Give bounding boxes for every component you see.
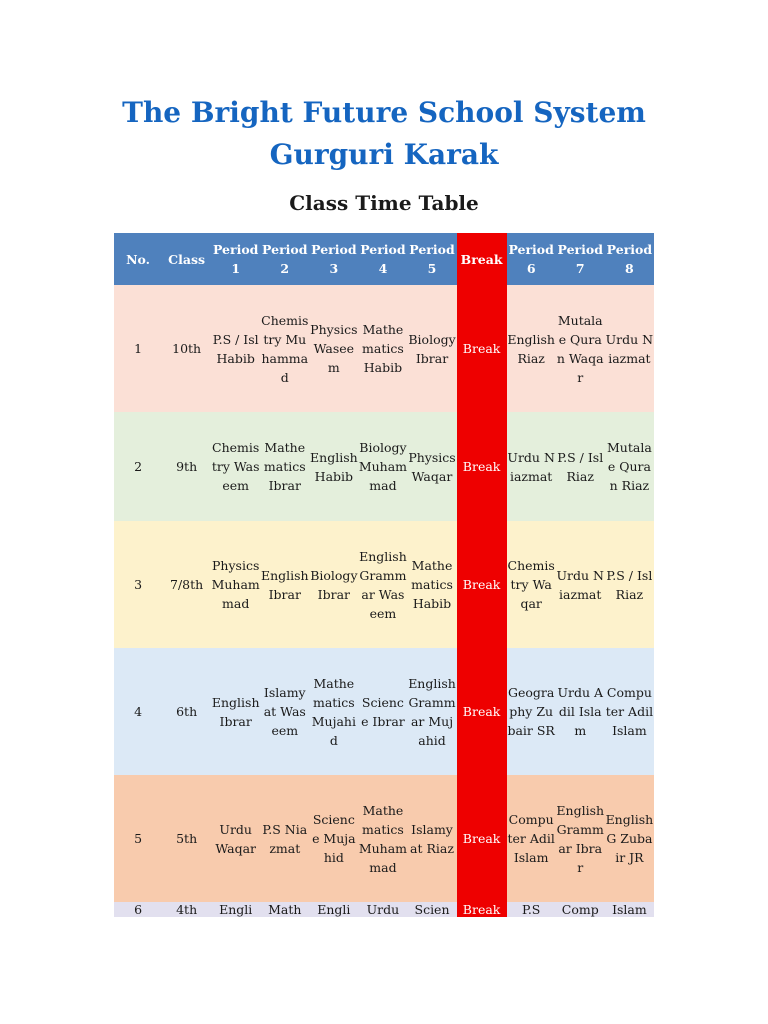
table-cell: Geography Zubair SR (507, 648, 556, 775)
table-cell: Biology Muhammad (358, 412, 407, 521)
table-cell: P.S / Isl Riaz (556, 412, 605, 521)
table-cell: Comp (556, 902, 605, 917)
break-cell: Break (457, 648, 507, 775)
table-cell: Islamyat Riaz (407, 775, 456, 902)
table-cell: Physics Waseem (309, 285, 358, 412)
table-row (114, 521, 654, 648)
table-row (114, 412, 654, 521)
table-cell: 5th (162, 775, 211, 902)
table-cell: Mutala e Quran Riaz (605, 412, 654, 521)
page-title: The Bright Future School System (122, 96, 646, 129)
page-subtitle-location: Gurguri Karak (269, 138, 499, 171)
column-header-period-1: Period 1 (211, 233, 260, 285)
table-cell: Islamyat Waseem (260, 648, 309, 775)
table-cell: Science Mujahid (309, 775, 358, 902)
table-cell: 3 (114, 521, 162, 648)
table-cell: 6th (162, 648, 211, 775)
table-cell: English Grammar Ibrar (556, 775, 605, 902)
column-header-period-6: Period 6 (507, 233, 556, 285)
table-cell: Physics Muhammad (211, 521, 260, 648)
table-cell: Mathematics Habib (407, 521, 456, 648)
table-cell: Urdu Adil Islam (556, 648, 605, 775)
table-cell: Mathematics Muhammad (358, 775, 407, 902)
table-cell: Urdu (358, 902, 407, 917)
table-cell: Computer Adil Islam (507, 775, 556, 902)
break-cell: Break (457, 521, 507, 648)
column-header-period-8: Period 8 (605, 233, 654, 285)
column-header-class: Class (162, 233, 211, 285)
table-cell: Chemistry Waseem (211, 412, 260, 521)
table-cell: 4 (114, 648, 162, 775)
table-cell: P.S (507, 902, 556, 917)
table-cell: P.S / Isl Riaz (605, 521, 654, 648)
column-header-no: No. (114, 233, 162, 285)
table-row (114, 285, 654, 412)
table-cell: Mathematics Habib (358, 285, 407, 412)
table-cell: Scien (407, 902, 456, 917)
break-cell: Break (457, 285, 507, 412)
table-cell: Science Ibrar (358, 648, 407, 775)
table-cell: P.S / Isl Habib (211, 285, 260, 412)
table-cell: Mathematics Ibrar (260, 412, 309, 521)
table-cell: Mathematics Mujahid (309, 648, 358, 775)
table-cell: English Grammar Waseem (358, 521, 407, 648)
table-cell: Computer Adil Islam (605, 648, 654, 775)
table-cell: 9th (162, 412, 211, 521)
table-cell: 4th (162, 902, 211, 917)
table-cell: Islam (605, 902, 654, 917)
header-row (114, 233, 654, 285)
table-cell: Engli (211, 902, 260, 917)
table-cell: 7/8th (162, 521, 211, 648)
table-cell: English Ibrar (260, 521, 309, 648)
table-row (114, 648, 654, 775)
table-cell: Urdu Niazmat (556, 521, 605, 648)
timetable-heading: Class Time Table (289, 191, 479, 215)
table-cell: Biology Ibrar (309, 521, 358, 648)
column-header-period-4: Period 4 (358, 233, 407, 285)
break-cell: Break (457, 775, 507, 902)
table-cell: 10th (162, 285, 211, 412)
table-cell: Math (260, 902, 309, 917)
column-header-period-5: Period 5 (407, 233, 456, 285)
table-cell: Urdu Niazmat (605, 285, 654, 412)
table-cell: Biology Ibrar (407, 285, 456, 412)
column-header-period-7: Period 7 (556, 233, 605, 285)
table-cell: Urdu Niazmat (507, 412, 556, 521)
table-row (114, 775, 654, 902)
table-cell: Chemistry Waqar (507, 521, 556, 648)
table-cell: 2 (114, 412, 162, 521)
table-cell: Chemistry Muhammad (260, 285, 309, 412)
table-row (114, 902, 654, 917)
break-cell: Break (457, 412, 507, 521)
table-cell: English Ibrar (211, 648, 260, 775)
table-cell: Engli (309, 902, 358, 917)
column-header-period-3: Period 3 (309, 233, 358, 285)
table-cell: 1 (114, 285, 162, 412)
table-cell: English Habib (309, 412, 358, 521)
table-cell: 5 (114, 775, 162, 902)
table-cell: English G Zubair JR (605, 775, 654, 902)
table-cell: Physics Waqar (407, 412, 456, 521)
column-header-period-2: Period 2 (260, 233, 309, 285)
table-cell: English Riaz (507, 285, 556, 412)
timetable (114, 233, 654, 917)
table-cell: P.S Niazmat (260, 775, 309, 902)
table-cell: 6 (114, 902, 162, 917)
column-header-break: Break (457, 233, 507, 285)
table-cell: Urdu Waqar (211, 775, 260, 902)
table-cell: Mutala e Quran Waqar (556, 285, 605, 412)
table-cell: English Grammar Mujahid (407, 648, 456, 775)
break-cell: Break (457, 902, 507, 917)
